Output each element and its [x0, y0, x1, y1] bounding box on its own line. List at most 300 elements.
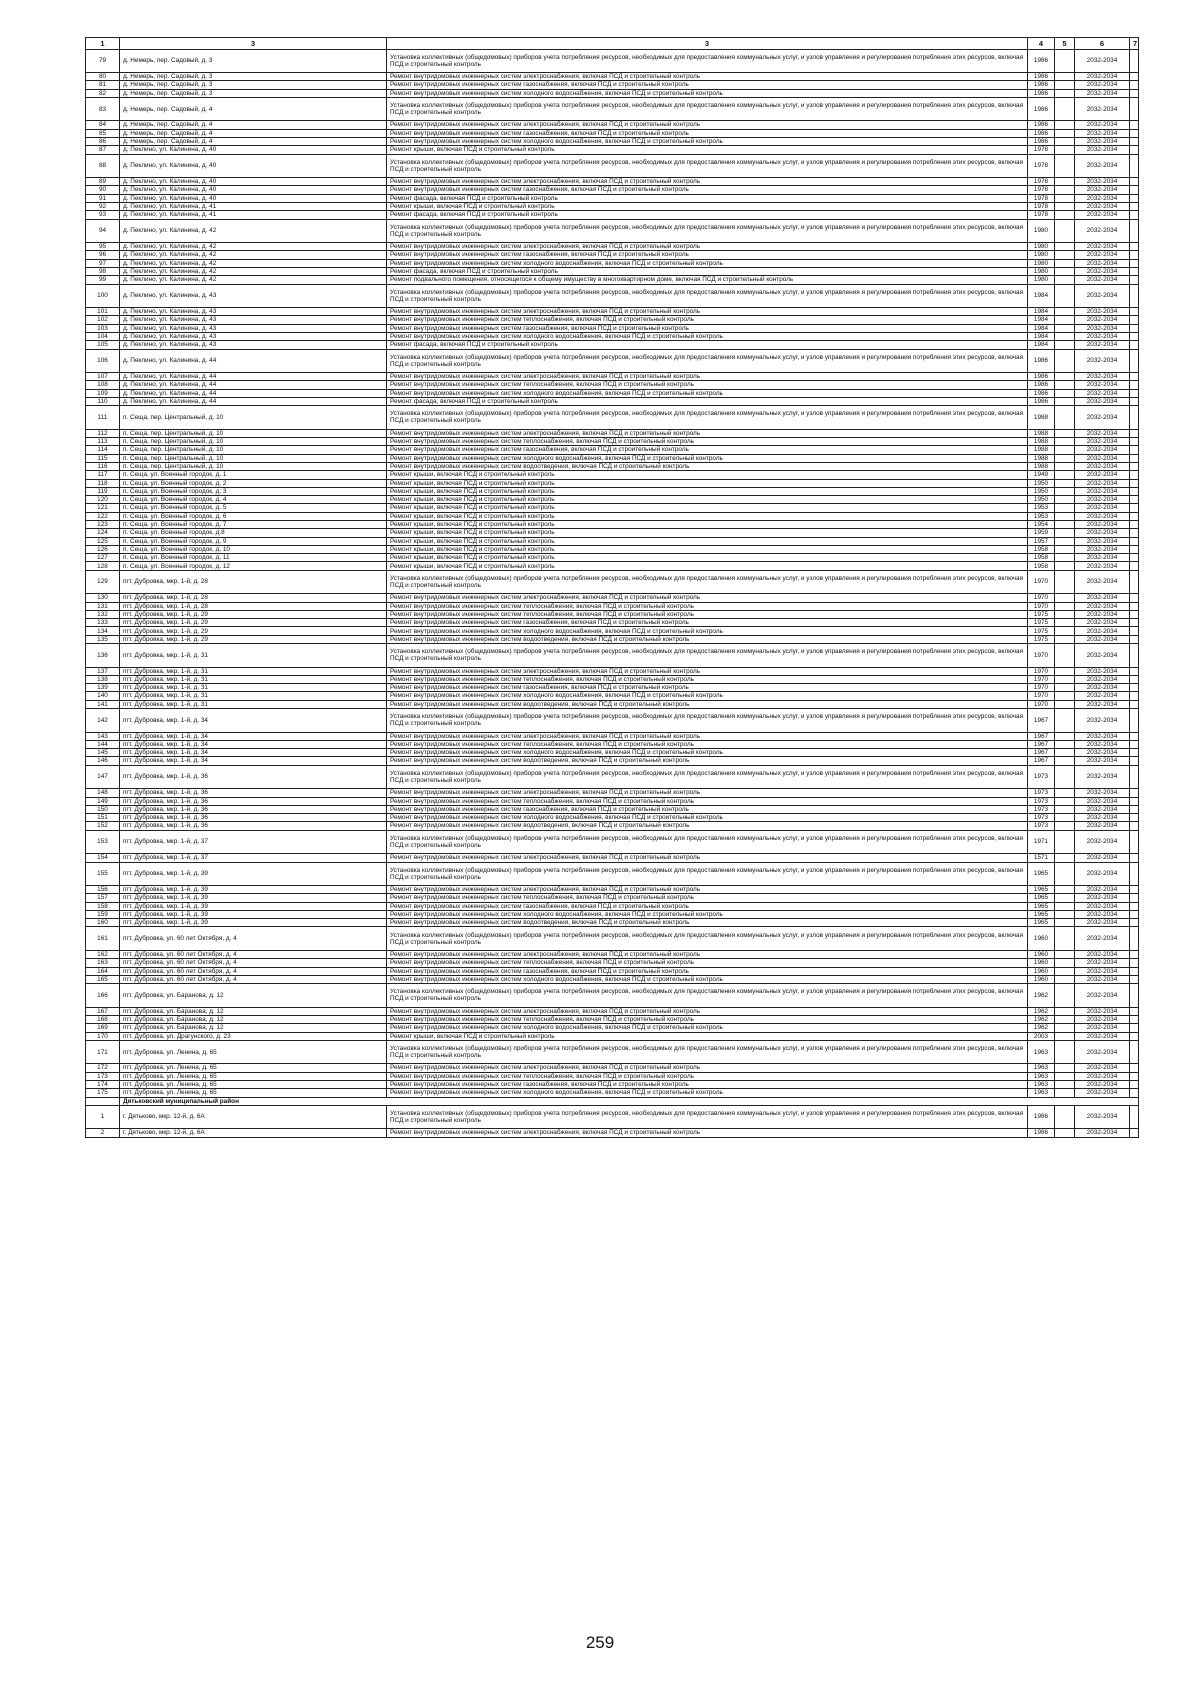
- row-number: 119: [86, 487, 120, 495]
- column-7-cell: [1130, 667, 1139, 675]
- work-type-cell: Ремонт внутридомовых инженерных систем электроснабжения, включая ПСД и строительный контроль: [387, 373, 1028, 381]
- column-5-cell: [1055, 537, 1075, 545]
- table-row: [86, 700, 1139, 708]
- work-type-cell: Ремонт фасада, включая ПСД и строительный контроль: [387, 211, 1028, 219]
- period-cell: 2032-2034: [1075, 381, 1130, 389]
- period-cell: 2032-2034: [1075, 644, 1130, 668]
- year-cell: 1975: [1028, 627, 1055, 635]
- year-cell: 1963: [1028, 1040, 1055, 1064]
- column-5-cell: [1055, 194, 1075, 202]
- period-cell: 2032-2034: [1075, 814, 1130, 822]
- register-sheet: [85, 37, 1138, 1138]
- row-number: 153: [86, 830, 120, 854]
- column-5-cell: [1055, 667, 1075, 675]
- year-cell: 1975: [1028, 635, 1055, 643]
- work-type-cell: Ремонт внутридомовых инженерных систем теплоснабжения, включая ПСД и строительный контроль: [387, 381, 1028, 389]
- period-cell: 2032-2034: [1075, 251, 1130, 259]
- address-cell: д. Немерь, пер. Садовый, д. 4: [120, 129, 387, 137]
- address-cell: п. Сеща, ул. Военный городок, д. 1: [120, 471, 387, 479]
- address-cell: д. Пеклино, ул. Калинина, д. 42: [120, 219, 387, 243]
- period-cell: 2032-2034: [1075, 1015, 1130, 1023]
- column-7-cell: [1130, 186, 1139, 194]
- work-type-cell: Ремонт крыши, включая ПСД и строительный контроль: [387, 496, 1028, 504]
- column-7-cell: [1130, 602, 1139, 610]
- row-number: 130: [86, 594, 120, 602]
- period-cell: 2032-2034: [1075, 259, 1130, 267]
- period-cell: 2032-2034: [1075, 81, 1130, 89]
- column-7-cell: [1130, 504, 1139, 512]
- row-number: 109: [86, 389, 120, 397]
- row-number: 128: [86, 562, 120, 570]
- row-number: 113: [86, 438, 120, 446]
- year-cell: 1988: [1028, 446, 1055, 454]
- table-row: [86, 381, 1139, 389]
- column-5-cell: [1055, 814, 1075, 822]
- period-cell: 2032-2034: [1075, 910, 1130, 918]
- work-type-cell: Ремонт внутридомовых инженерных систем холодного водоснабжения, включая ПСД и строительный контроль: [387, 89, 1028, 97]
- table-row: [86, 520, 1139, 528]
- table-row: [86, 1105, 1139, 1129]
- row-number: 149: [86, 797, 120, 805]
- work-type-cell: Установка коллективных (общедомовых) приборов учета потребления ресурсов, необходимых для предоставления коммунальных услуг, и узлов управления и регулирования потребления этих ресурсов, включая ПСД и строительный контроль: [387, 1105, 1028, 1129]
- address-cell: пгт. Дубровка, мкр. 1-й, д. 39: [120, 902, 387, 910]
- work-type-cell: Ремонт внутридомовых инженерных систем газоснабжения, включая ПСД и строительный контроль: [387, 902, 1028, 910]
- address-cell: пгт. Дубровка, мкр. 1-й, д. 36: [120, 822, 387, 830]
- address-cell: пгт. Дубровка, ул. Драгунского, д. 23: [120, 1032, 387, 1040]
- column-5-cell: [1055, 332, 1075, 340]
- column-5-cell: [1055, 602, 1075, 610]
- work-type-cell: Ремонт внутридомовых инженерных систем электроснабжения, включая ПСД и строительный контроль: [387, 1007, 1028, 1015]
- column-7-cell: [1130, 397, 1139, 405]
- period-cell: 2032-2034: [1075, 635, 1130, 643]
- period-cell: 2032-2034: [1075, 959, 1130, 967]
- column-7-cell: [1130, 89, 1139, 97]
- column-5-cell: [1055, 967, 1075, 975]
- address-cell: пгт. Дубровка, мкр. 1-й, д. 36: [120, 765, 387, 789]
- row-number: 2: [86, 1129, 120, 1137]
- period-cell: 2032-2034: [1075, 1064, 1130, 1072]
- year-cell: 1980: [1028, 243, 1055, 251]
- address-cell: пгт. Дубровка, мкр. 1-й, д. 37: [120, 830, 387, 854]
- address-cell: пгт. Дубровка, мкр. 1-й, д. 36: [120, 814, 387, 822]
- work-type-cell: Ремонт внутридомовых инженерных систем холодного водоснабжения, включая ПСД и строительный контроль: [387, 137, 1028, 145]
- row-number: 102: [86, 316, 120, 324]
- address-cell: пгт. Дубровка, ул. 60 лет Октября, д. 4: [120, 950, 387, 958]
- header-cell: 7: [1130, 38, 1139, 50]
- column-5-cell: [1055, 97, 1075, 121]
- column-7-cell: [1130, 902, 1139, 910]
- work-type-cell: Ремонт крыши, включая ПСД и строительный контроль: [387, 554, 1028, 562]
- address-cell: г. Дятьково, мкр. 12-й, д. 6А: [120, 1129, 387, 1137]
- year-cell: 1970: [1028, 684, 1055, 692]
- work-type-cell: Ремонт внутридомовых инженерных систем электроснабжения, включая ПСД и строительный контроль: [387, 886, 1028, 894]
- address-cell: пгт. Дубровка, ул. Баранова, д. 12: [120, 1015, 387, 1023]
- table-row: [86, 1129, 1139, 1137]
- period-cell: 2032-2034: [1075, 406, 1130, 430]
- column-7-cell: [1130, 1015, 1139, 1023]
- row-number: 167: [86, 1007, 120, 1015]
- row-number: 156: [86, 886, 120, 894]
- year-cell: 2003: [1028, 1032, 1055, 1040]
- work-type-cell: Ремонт внутридомовых инженерных систем холодного водоснабжения, включая ПСД и строительный контроль: [387, 332, 1028, 340]
- row-number: 158: [86, 902, 120, 910]
- work-type-cell: Установка коллективных (общедомовых) приборов учета потребления ресурсов, необходимых для предоставления коммунальных услуг, и узлов управления и регулирования потребления этих ресурсов, включая ПСД и строительный контроль: [387, 219, 1028, 243]
- address-cell: д. Пеклино, ул. Калинина, д. 43: [120, 316, 387, 324]
- period-cell: 2032-2034: [1075, 137, 1130, 145]
- column-7-cell: [1130, 765, 1139, 789]
- work-type-cell: Ремонт внутридомовых инженерных систем холодного водоснабжения, включая ПСД и строительный контроль: [387, 259, 1028, 267]
- address-cell: д. Пеклино, ул. Калинина, д. 43: [120, 341, 387, 349]
- year-cell: 1980: [1028, 276, 1055, 284]
- column-7-cell: [1130, 73, 1139, 81]
- work-type-cell: Установка коллективных (общедомовых) приборов учета потребления ресурсов, необходимых для предоставления коммунальных услуг, и узлов управления и регулирования потребления этих ресурсов, включая ПСД и строительный контроль: [387, 765, 1028, 789]
- table-row: [86, 178, 1139, 186]
- year-cell: 1962: [1028, 1015, 1055, 1023]
- table-row: [86, 1007, 1139, 1015]
- column-7-cell: [1130, 692, 1139, 700]
- address-cell: п. Сеща, пер. Центральный, д. 10: [120, 438, 387, 446]
- column-7-cell: [1130, 594, 1139, 602]
- table-row: [86, 73, 1139, 81]
- column-7-cell: [1130, 910, 1139, 918]
- table-row: [86, 765, 1139, 789]
- address-cell: пгт. Дубровка, ул. 60 лет Октября, д. 4: [120, 975, 387, 983]
- period-cell: 2032-2034: [1075, 757, 1130, 765]
- row-number: 121: [86, 504, 120, 512]
- year-cell: 1963: [1028, 1064, 1055, 1072]
- year-cell: 1986: [1028, 129, 1055, 137]
- year-cell: 1984: [1028, 284, 1055, 308]
- year-cell: 1950: [1028, 479, 1055, 487]
- work-type-cell: Установка коллективных (общедомовых) приборов учета потребления ресурсов, необходимых для предоставления коммунальных услуг, и узлов управления и регулирования потребления этих ресурсов, включая ПСД и строительный контроль: [387, 570, 1028, 594]
- address-cell: п. Сеща, ул. Военный городок, д. 4: [120, 496, 387, 504]
- column-5-cell: [1055, 732, 1075, 740]
- table-row: [86, 570, 1139, 594]
- period-cell: 2032-2034: [1075, 854, 1130, 862]
- table-row: [86, 822, 1139, 830]
- table-row: [86, 438, 1139, 446]
- year-cell: 1970: [1028, 700, 1055, 708]
- column-7-cell: [1130, 251, 1139, 259]
- work-type-cell: Ремонт внутридомовых инженерных систем холодного водоснабжения, включая ПСД и строительный контроль: [387, 975, 1028, 983]
- column-5-cell: [1055, 570, 1075, 594]
- address-cell: пгт. Дубровка, мкр. 1-й, д. 29: [120, 627, 387, 635]
- section-title: Дятьковский муниципальный район: [120, 1097, 1139, 1105]
- row-number: 146: [86, 757, 120, 765]
- work-type-cell: Ремонт внутридомовых инженерных систем электроснабжения, включая ПСД и строительный контроль: [387, 789, 1028, 797]
- year-cell: 1953: [1028, 512, 1055, 520]
- column-5-cell: [1055, 700, 1075, 708]
- column-5-cell: [1055, 610, 1075, 618]
- table-row: [86, 1015, 1139, 1023]
- period-cell: 2032-2034: [1075, 276, 1130, 284]
- column-7-cell: [1130, 984, 1139, 1008]
- year-cell: 1963: [1028, 1089, 1055, 1097]
- row-number: 136: [86, 644, 120, 668]
- column-7-cell: [1130, 284, 1139, 308]
- column-5-cell: [1055, 789, 1075, 797]
- period-cell: 2032-2034: [1075, 1032, 1130, 1040]
- address-cell: пгт. Дубровка, мкр. 1-й, д. 39: [120, 894, 387, 902]
- table-row: [86, 594, 1139, 602]
- work-type-cell: Ремонт внутридомовых инженерных систем водоотведения, включая ПСД и строительный контроль: [387, 700, 1028, 708]
- row-number: 103: [86, 324, 120, 332]
- column-5-cell: [1055, 504, 1075, 512]
- column-5-cell: [1055, 927, 1075, 951]
- column-5-cell: [1055, 512, 1075, 520]
- year-cell: 1973: [1028, 814, 1055, 822]
- table-row: [86, 243, 1139, 251]
- work-type-cell: Ремонт подвального помещения, относящегося к общему имуществу в многоквартирном доме, включая ПСД и строительный контроль: [387, 276, 1028, 284]
- header-cell: 6: [1075, 38, 1130, 50]
- table-row: [86, 219, 1139, 243]
- address-cell: д. Немерь, пер. Садовый, д. 3: [120, 49, 387, 73]
- row-number: 126: [86, 545, 120, 553]
- column-5-cell: [1055, 644, 1075, 668]
- row-number: 157: [86, 894, 120, 902]
- address-cell: д. Пеклино, ул. Калинина, д. 44: [120, 349, 387, 373]
- year-cell: 1986: [1028, 89, 1055, 97]
- column-5-cell: [1055, 438, 1075, 446]
- table-row: [86, 332, 1139, 340]
- column-7-cell: [1130, 610, 1139, 618]
- column-7-cell: [1130, 49, 1139, 73]
- table-row: [86, 308, 1139, 316]
- period-cell: 2032-2034: [1075, 1129, 1130, 1137]
- column-7-cell: [1130, 454, 1139, 462]
- year-cell: 1960: [1028, 975, 1055, 983]
- work-type-cell: Установка коллективных (общедомовых) приборов учета потребления ресурсов, необходимых для предоставления коммунальных услуг, и узлов управления и регулирования потребления этих ресурсов, включая ПСД и строительный контроль: [387, 862, 1028, 886]
- work-type-cell: Ремонт крыши, включая ПСД и строительный контроль: [387, 537, 1028, 545]
- address-cell: п. Сеща, ул. Военный городок, д.8: [120, 529, 387, 537]
- year-cell: 1962: [1028, 1007, 1055, 1015]
- address-cell: пгт. Дубровка, ул. Баранова, д. 12: [120, 1007, 387, 1015]
- work-type-cell: Ремонт фасада, включая ПСД и строительный контроль: [387, 397, 1028, 405]
- address-cell: д. Пеклино, ул. Калинина, д. 44: [120, 373, 387, 381]
- column-7-cell: [1130, 894, 1139, 902]
- column-5-cell: [1055, 959, 1075, 967]
- address-cell: п. Сеща, пер. Центральный, д. 10: [120, 406, 387, 430]
- address-cell: пгт. Дубровка, ул. 60 лет Октября, д. 4: [120, 967, 387, 975]
- table-row: [86, 667, 1139, 675]
- address-cell: п. Сеща, ул. Военный городок, д. 9: [120, 537, 387, 545]
- period-cell: 2032-2034: [1075, 389, 1130, 397]
- column-5-cell: [1055, 462, 1075, 470]
- year-cell: 1978: [1028, 186, 1055, 194]
- work-type-cell: Ремонт крыши, включая ПСД и строительный контроль: [387, 545, 1028, 553]
- address-cell: д. Немерь, пер. Садовый, д. 4: [120, 97, 387, 121]
- column-5-cell: [1055, 324, 1075, 332]
- work-type-cell: Ремонт внутридомовых инженерных систем электроснабжения, включая ПСД и строительный контроль: [387, 732, 1028, 740]
- column-5-cell: [1055, 349, 1075, 373]
- work-type-cell: Ремонт крыши, включая ПСД и строительный контроль: [387, 146, 1028, 154]
- work-type-cell: Ремонт внутридомовых инженерных систем теплоснабжения, включая ПСД и строительный контроль: [387, 1072, 1028, 1080]
- column-5-cell: [1055, 341, 1075, 349]
- period-cell: 2032-2034: [1075, 984, 1130, 1008]
- address-cell: пгт. Дубровка, мкр. 1-й, д. 29: [120, 619, 387, 627]
- row-number: 92: [86, 202, 120, 210]
- period-cell: 2032-2034: [1075, 919, 1130, 927]
- column-5-cell: [1055, 389, 1075, 397]
- column-7-cell: [1130, 950, 1139, 958]
- row-number: 173: [86, 1072, 120, 1080]
- table-row: [86, 373, 1139, 381]
- row-number: 140: [86, 692, 120, 700]
- table-row: [86, 740, 1139, 748]
- column-7-cell: [1130, 438, 1139, 446]
- period-cell: 2032-2034: [1075, 1080, 1130, 1088]
- table-row: [86, 324, 1139, 332]
- row-number: 159: [86, 910, 120, 918]
- column-7-cell: [1130, 757, 1139, 765]
- table-row: [86, 602, 1139, 610]
- address-cell: пгт. Дубровка, ул. 60 лет Октября, д. 4: [120, 959, 387, 967]
- period-cell: 2032-2034: [1075, 479, 1130, 487]
- year-cell: 1957: [1028, 537, 1055, 545]
- work-type-cell: Ремонт внутридомовых инженерных систем водоотведения, включая ПСД и строительный контроль: [387, 757, 1028, 765]
- work-type-cell: Ремонт внутридомовых инженерных систем теплоснабжения, включая ПСД и строительный контроль: [387, 1015, 1028, 1023]
- address-cell: пгт. Дубровка, мкр. 1-й, д. 37: [120, 854, 387, 862]
- column-7-cell: [1130, 562, 1139, 570]
- column-7-cell: [1130, 121, 1139, 129]
- period-cell: 2032-2034: [1075, 554, 1130, 562]
- work-type-cell: Установка коллективных (общедомовых) приборов учета потребления ресурсов, необходимых для предоставления коммунальных услуг, и узлов управления и регулирования потребления этих ресурсов, включая ПСД и строительный контроль: [387, 406, 1028, 430]
- address-cell: д. Пеклино, ул. Калинина, д. 40: [120, 178, 387, 186]
- work-type-cell: Ремонт фасада, включая ПСД и строительный контроль: [387, 267, 1028, 275]
- row-number: 106: [86, 349, 120, 373]
- table-row: [86, 610, 1139, 618]
- period-cell: 2032-2034: [1075, 749, 1130, 757]
- year-cell: 1986: [1028, 97, 1055, 121]
- column-7-cell: [1130, 635, 1139, 643]
- work-type-cell: Ремонт внутридомовых инженерных систем электроснабжения, включая ПСД и строительный контроль: [387, 594, 1028, 602]
- work-type-cell: Ремонт внутридомовых инженерных систем электроснабжения, включая ПСД и строительный контроль: [387, 667, 1028, 675]
- table-row: [86, 406, 1139, 430]
- column-5-cell: [1055, 154, 1075, 178]
- address-cell: д. Пеклино, ул. Калинина, д. 40: [120, 154, 387, 178]
- column-5-cell: [1055, 178, 1075, 186]
- period-cell: 2032-2034: [1075, 675, 1130, 683]
- column-7-cell: [1130, 822, 1139, 830]
- row-number: 101: [86, 308, 120, 316]
- address-cell: пгт. Дубровка, мкр. 1-й, д. 36: [120, 805, 387, 813]
- row-number: 111: [86, 406, 120, 430]
- column-7-cell: [1130, 324, 1139, 332]
- period-cell: 2032-2034: [1075, 512, 1130, 520]
- column-7-cell: [1130, 462, 1139, 470]
- work-type-cell: Установка коллективных (общедомовых) приборов учета потребления ресурсов, необходимых для предоставления коммунальных услуг, и узлов управления и регулирования потребления этих ресурсов, включая ПСД и строительный контроль: [387, 927, 1028, 951]
- address-cell: д. Пеклино, ул. Калинина, д. 42: [120, 243, 387, 251]
- address-cell: д. Пеклино, ул. Калинина, д. 43: [120, 324, 387, 332]
- address-cell: пгт. Дубровка, ул. Ленина, д. 65: [120, 1089, 387, 1097]
- year-cell: 1960: [1028, 927, 1055, 951]
- period-cell: 2032-2034: [1075, 902, 1130, 910]
- row-number: 168: [86, 1015, 120, 1023]
- work-type-cell: Ремонт внутридомовых инженерных систем электроснабжения, включая ПСД и строительный контроль: [387, 73, 1028, 81]
- column-5-cell: [1055, 276, 1075, 284]
- table-row: [86, 429, 1139, 437]
- work-type-cell: Ремонт крыши, включая ПСД и строительный контроль: [387, 1032, 1028, 1040]
- period-cell: 2032-2034: [1075, 324, 1130, 332]
- address-cell: п. Сеща, ул. Военный городок, д. 10: [120, 545, 387, 553]
- column-7-cell: [1130, 749, 1139, 757]
- work-type-cell: Ремонт внутридомовых инженерных систем теплоснабжения, включая ПСД и строительный контроль: [387, 959, 1028, 967]
- column-5-cell: [1055, 1105, 1075, 1129]
- column-7-cell: [1130, 862, 1139, 886]
- period-cell: 2032-2034: [1075, 97, 1130, 121]
- column-5-cell: [1055, 316, 1075, 324]
- table-row: [86, 797, 1139, 805]
- column-5-cell: [1055, 950, 1075, 958]
- row-number: 100: [86, 284, 120, 308]
- row-number: 99: [86, 276, 120, 284]
- row-number: 125: [86, 537, 120, 545]
- column-7-cell: [1130, 137, 1139, 145]
- address-cell: д. Пеклино, ул. Калинина, д. 41: [120, 211, 387, 219]
- address-cell: д. Пеклино, ул. Калинина, д. 42: [120, 251, 387, 259]
- column-7-cell: [1130, 886, 1139, 894]
- column-5-cell: [1055, 1040, 1075, 1064]
- column-7-cell: [1130, 644, 1139, 668]
- column-5-cell: [1055, 381, 1075, 389]
- work-type-cell: Ремонт крыши, включая ПСД и строительный контроль: [387, 529, 1028, 537]
- column-7-cell: [1130, 373, 1139, 381]
- row-number: 141: [86, 700, 120, 708]
- column-7-cell: [1130, 554, 1139, 562]
- table-row: [86, 757, 1139, 765]
- column-5-cell: [1055, 267, 1075, 275]
- row-number: 170: [86, 1032, 120, 1040]
- year-cell: 1967: [1028, 757, 1055, 765]
- table-row: [86, 529, 1139, 537]
- year-cell: 1978: [1028, 178, 1055, 186]
- table-row: [86, 1040, 1139, 1064]
- column-7-cell: [1130, 732, 1139, 740]
- row-number: 115: [86, 454, 120, 462]
- work-type-cell: Ремонт крыши, включая ПСД и строительный контроль: [387, 487, 1028, 495]
- column-7-cell: [1130, 219, 1139, 243]
- table-row: [86, 627, 1139, 635]
- period-cell: 2032-2034: [1075, 797, 1130, 805]
- period-cell: 2032-2034: [1075, 692, 1130, 700]
- address-cell: пгт. Дубровка, мкр. 1-й, д. 34: [120, 732, 387, 740]
- column-5-cell: [1055, 49, 1075, 73]
- work-type-cell: Ремонт внутридомовых инженерных систем газоснабжения, включая ПСД и строительный контроль: [387, 446, 1028, 454]
- column-5-cell: [1055, 805, 1075, 813]
- column-5-cell: [1055, 121, 1075, 129]
- period-cell: 2032-2034: [1075, 667, 1130, 675]
- year-cell: 1986: [1028, 121, 1055, 129]
- column-7-cell: [1130, 854, 1139, 862]
- address-cell: д. Пеклино, ул. Калинина, д. 43: [120, 308, 387, 316]
- address-cell: пгт. Дубровка, мкр. 1-й, д. 28: [120, 594, 387, 602]
- row-number: 148: [86, 789, 120, 797]
- table-row: [86, 537, 1139, 545]
- work-type-cell: Ремонт внутридомовых инженерных систем теплоснабжения, включая ПСД и строительный контроль: [387, 894, 1028, 902]
- period-cell: 2032-2034: [1075, 202, 1130, 210]
- column-5-cell: [1055, 749, 1075, 757]
- year-cell: 1950: [1028, 496, 1055, 504]
- column-5-cell: [1055, 797, 1075, 805]
- column-5-cell: [1055, 627, 1075, 635]
- year-cell: 1963: [1028, 1080, 1055, 1088]
- year-cell: 1971: [1028, 830, 1055, 854]
- table-row: [86, 644, 1139, 668]
- column-5-cell: [1055, 1032, 1075, 1040]
- year-cell: 1986: [1028, 73, 1055, 81]
- period-cell: 2032-2034: [1075, 967, 1130, 975]
- work-type-cell: Ремонт внутридомовых инженерных систем газоснабжения, включая ПСД и строительный контроль: [387, 186, 1028, 194]
